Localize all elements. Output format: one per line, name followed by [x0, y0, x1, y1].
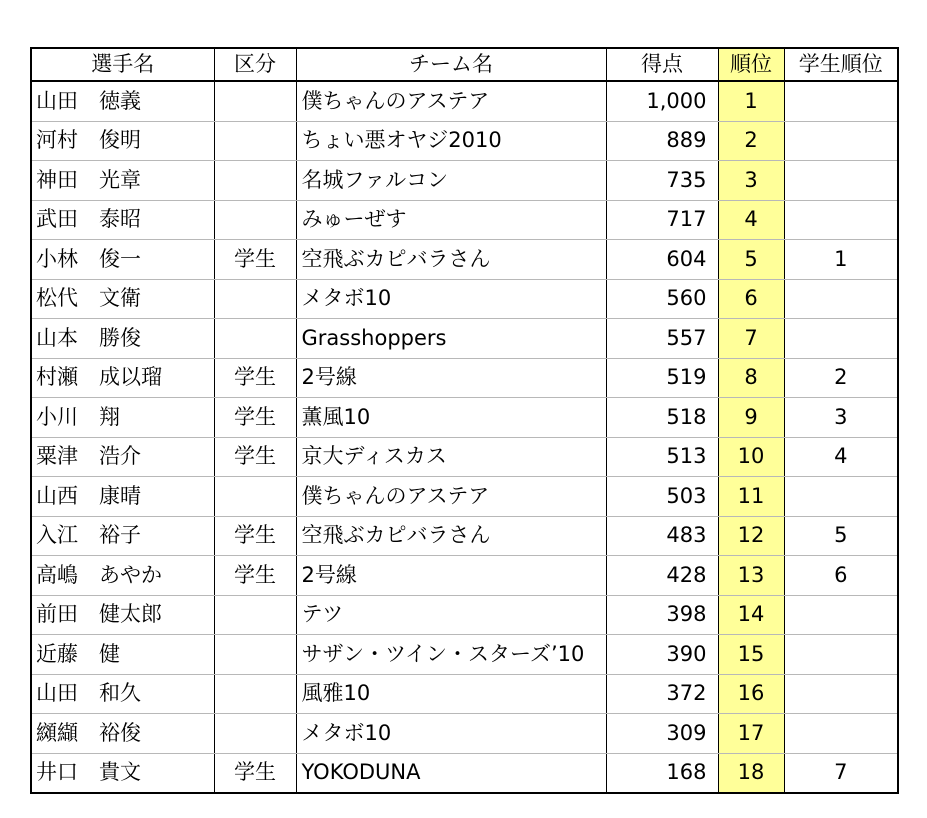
player-name-cell: 河村 俊明: [31, 121, 214, 161]
student-rank-cell: [784, 81, 898, 121]
student-rank-cell: 6: [784, 556, 898, 596]
player-name-cell: 山本 勝俊: [31, 319, 214, 359]
header-row: [31, 48, 898, 81]
table-row: [31, 161, 898, 201]
division-cell: [214, 319, 296, 359]
player-name-cell: 村瀬 成以瑠: [31, 358, 214, 398]
table-row: [31, 200, 898, 240]
team-name-cell: YOKODUNA: [296, 753, 606, 793]
player-name-cell: 神田 光章: [31, 161, 214, 201]
rank-cell: 16: [718, 674, 784, 714]
score-cell: 1,000: [606, 81, 718, 121]
division-cell: [214, 161, 296, 201]
division-header: 区分: [214, 48, 296, 81]
division-cell: 学生: [214, 240, 296, 280]
student-rank-cell: [784, 121, 898, 161]
rank-cell: 14: [718, 595, 784, 635]
division-cell: [214, 121, 296, 161]
table-row: [31, 477, 898, 517]
score-cell: 168: [606, 753, 718, 793]
team-name-cell: テツ: [296, 595, 606, 635]
student-rank-cell: [784, 161, 898, 201]
student-rank-header: 学生順位: [784, 48, 898, 81]
team-name-cell: みゅーぜす: [296, 200, 606, 240]
team-name-cell: 風雅10: [296, 674, 606, 714]
team-name-cell: Grasshoppers: [296, 319, 606, 359]
student-rank-cell: 7: [784, 753, 898, 793]
score-cell: 309: [606, 714, 718, 754]
division-cell: 学生: [214, 358, 296, 398]
rank-cell: 12: [718, 516, 784, 556]
rank-cell: 2: [718, 121, 784, 161]
team-name-cell: メタボ10: [296, 714, 606, 754]
division-cell: [214, 279, 296, 319]
table-row: [31, 674, 898, 714]
student-rank-cell: [784, 674, 898, 714]
team-header: チーム名: [296, 48, 606, 81]
team-name-cell: 2号線: [296, 556, 606, 596]
division-cell: 学生: [214, 398, 296, 438]
player-name-cell: 高嶋 あやか: [31, 556, 214, 596]
score-cell: 390: [606, 635, 718, 675]
score-cell: 372: [606, 674, 718, 714]
division-cell: 学生: [214, 556, 296, 596]
results-table: [30, 47, 899, 794]
player-name-cell: 小林 俊一: [31, 240, 214, 280]
score-cell: 519: [606, 358, 718, 398]
rank-header: 順位: [718, 48, 784, 81]
division-cell: 学生: [214, 753, 296, 793]
player-name-cell: 武田 泰昭: [31, 200, 214, 240]
player-name-cell: 山西 康晴: [31, 477, 214, 517]
team-name-cell: 京大ディスカス: [296, 437, 606, 477]
table-body: [31, 81, 898, 793]
division-cell: 学生: [214, 437, 296, 477]
team-name-cell: 空飛ぶカピバラさん: [296, 516, 606, 556]
division-cell: [214, 635, 296, 675]
score-cell: 889: [606, 121, 718, 161]
score-cell: 428: [606, 556, 718, 596]
student-rank-cell: [784, 477, 898, 517]
team-name-cell: サザン・ツイン・スターズ’10: [296, 635, 606, 675]
score-header: 得点: [606, 48, 718, 81]
student-rank-cell: [784, 200, 898, 240]
division-cell: [214, 477, 296, 517]
table-row: [31, 240, 898, 280]
table-row: [31, 398, 898, 438]
rank-cell: 5: [718, 240, 784, 280]
player-name-cell: 松代 文衛: [31, 279, 214, 319]
student-rank-cell: [784, 279, 898, 319]
table-row: [31, 81, 898, 121]
table-row: [31, 516, 898, 556]
table-row: [31, 753, 898, 793]
rank-cell: 10: [718, 437, 784, 477]
division-cell: [214, 81, 296, 121]
team-name-cell: 薫風10: [296, 398, 606, 438]
player-name-cell: 山田 徳義: [31, 81, 214, 121]
score-cell: 518: [606, 398, 718, 438]
team-name-cell: ちょい悪オヤジ2010: [296, 121, 606, 161]
student-rank-cell: 2: [784, 358, 898, 398]
player-name-cell: 纐纈 裕俊: [31, 714, 214, 754]
table-row: [31, 121, 898, 161]
player-name-cell: 山田 和久: [31, 674, 214, 714]
team-name-cell: メタボ10: [296, 279, 606, 319]
rank-cell: 9: [718, 398, 784, 438]
player-name-cell: 前田 健太郎: [31, 595, 214, 635]
student-rank-cell: [784, 319, 898, 359]
rank-cell: 3: [718, 161, 784, 201]
table-row: [31, 358, 898, 398]
team-name-cell: 僕ちゃんのアステア: [296, 477, 606, 517]
score-cell: 483: [606, 516, 718, 556]
player-name-cell: 入江 裕子: [31, 516, 214, 556]
team-name-cell: 2号線: [296, 358, 606, 398]
player-name-cell: 井口 貴文: [31, 753, 214, 793]
rank-cell: 7: [718, 319, 784, 359]
score-cell: 604: [606, 240, 718, 280]
score-cell: 513: [606, 437, 718, 477]
rank-cell: 15: [718, 635, 784, 675]
score-cell: 717: [606, 200, 718, 240]
team-name-cell: 名城ファルコン: [296, 161, 606, 201]
table-row: [31, 635, 898, 675]
division-cell: [214, 714, 296, 754]
player-name-cell: 小川 翔: [31, 398, 214, 438]
table-row: [31, 279, 898, 319]
player-name-cell: 近藤 健: [31, 635, 214, 675]
table-row: [31, 319, 898, 359]
score-cell: 398: [606, 595, 718, 635]
rank-cell: 18: [718, 753, 784, 793]
student-rank-cell: [784, 595, 898, 635]
division-cell: 学生: [214, 516, 296, 556]
table-row: [31, 437, 898, 477]
student-rank-cell: [784, 635, 898, 675]
score-cell: 560: [606, 279, 718, 319]
rank-cell: 1: [718, 81, 784, 121]
table-row: [31, 595, 898, 635]
team-name-cell: 空飛ぶカピバラさん: [296, 240, 606, 280]
rank-cell: 6: [718, 279, 784, 319]
table-row: [31, 714, 898, 754]
score-cell: 503: [606, 477, 718, 517]
player-header: 選手名: [31, 48, 214, 81]
rank-cell: 4: [718, 200, 784, 240]
rank-cell: 11: [718, 477, 784, 517]
rank-cell: 13: [718, 556, 784, 596]
student-rank-cell: 4: [784, 437, 898, 477]
division-cell: [214, 674, 296, 714]
table-row: [31, 556, 898, 596]
team-name-cell: 僕ちゃんのアステア: [296, 81, 606, 121]
student-rank-cell: 3: [784, 398, 898, 438]
score-cell: 557: [606, 319, 718, 359]
rank-cell: 8: [718, 358, 784, 398]
player-name-cell: 粟津 浩介: [31, 437, 214, 477]
rank-cell: 17: [718, 714, 784, 754]
student-rank-cell: 1: [784, 240, 898, 280]
student-rank-cell: 5: [784, 516, 898, 556]
division-cell: [214, 595, 296, 635]
student-rank-cell: [784, 714, 898, 754]
score-cell: 735: [606, 161, 718, 201]
division-cell: [214, 200, 296, 240]
